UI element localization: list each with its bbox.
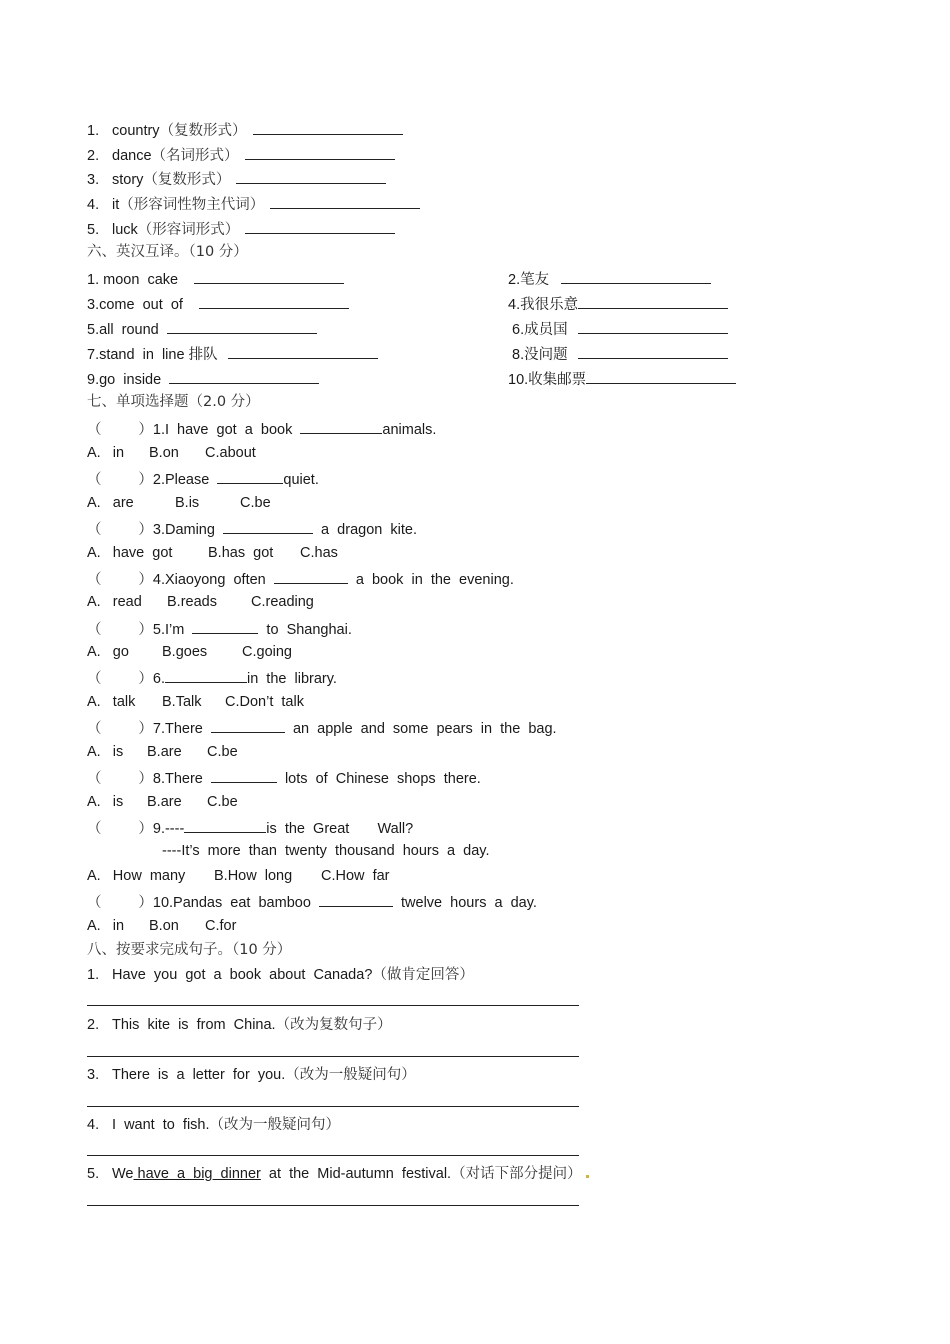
answer-blank[interactable]	[245, 219, 395, 234]
s5-item-5: 5. luck（形容词形式）	[87, 219, 395, 239]
s7-options-5: A. go B.goes C.going	[87, 644, 292, 660]
answer-paren[interactable]: （ ）	[87, 895, 153, 911]
answer-line-1[interactable]	[87, 1005, 579, 1006]
s7-answer-line-9: ----It’s more than twenty thousand hours a day.	[162, 843, 490, 859]
s5-item-3: 3. story（复数形式）	[87, 169, 386, 189]
mark-dot-icon	[586, 1175, 589, 1178]
answer-blank[interactable]	[561, 269, 711, 284]
answer-blank[interactable]	[169, 369, 319, 384]
s7-question-4: （ ）4.Xiaoyong often a book in the evening.	[87, 569, 514, 589]
answer-line-4[interactable]	[87, 1155, 579, 1156]
answer-paren[interactable]: （ ）	[87, 572, 153, 588]
answer-paren[interactable]: （ ）	[87, 472, 153, 488]
answer-blank[interactable]	[236, 169, 386, 184]
s7-options-9: A. How many B.How long C.How far	[87, 868, 390, 884]
answer-blank[interactable]	[274, 569, 348, 584]
s7-options-10: A. in B.on C.for	[87, 918, 237, 934]
s6-left-7: 7.stand in line 排队	[87, 344, 378, 364]
s7-options-8: A. is B.are C.be	[87, 794, 238, 810]
answer-paren[interactable]: （ ）	[87, 522, 153, 538]
s6-right-10: 10.收集邮票	[508, 369, 736, 389]
answer-blank[interactable]	[211, 768, 277, 783]
answer-blank[interactable]	[578, 319, 728, 334]
answer-paren[interactable]: （ ）	[87, 821, 153, 837]
answer-blank[interactable]	[167, 319, 317, 334]
section6-heading: 六、英汉互译。（10 分）	[87, 244, 248, 260]
s6-right-8: 8.没问题	[508, 344, 728, 364]
answer-blank[interactable]	[270, 194, 420, 209]
answer-blank[interactable]	[228, 344, 378, 359]
s7-question-8: （ ）8.There lots of Chinese shops there.	[87, 768, 481, 788]
answer-paren[interactable]: （ ）	[87, 422, 153, 438]
s5-item-1: 1. country（复数形式）	[87, 120, 403, 140]
answer-line-2[interactable]	[87, 1056, 579, 1057]
s8-item-5: 5. We have a big dinner at the Mid-autumn festival.（对话下部分提问）	[87, 1165, 589, 1183]
s6-left-5: 5.all round	[87, 319, 317, 339]
answer-paren[interactable]: （ ）	[87, 771, 153, 787]
answer-paren[interactable]: （ ）	[87, 721, 153, 737]
answer-blank[interactable]	[194, 269, 344, 284]
s7-question-6: （ ）6. in the library.	[87, 668, 337, 688]
s6-right-6: 6.成员国	[508, 319, 728, 339]
s7-question-5: （ ）5.I’m to Shanghai.	[87, 619, 352, 639]
answer-blank[interactable]	[245, 145, 395, 160]
s8-item-4: 4. I want to fish.（改为一般疑问句）	[87, 1117, 341, 1133]
answer-blank[interactable]	[217, 469, 283, 484]
section8-heading: 八、按要求完成句子。（10 分）	[87, 942, 292, 958]
s8-item-1: 1. Have you got a book about Canada?（做肯定回答）	[87, 967, 474, 983]
underlined-phrase: have a big dinner	[133, 1166, 261, 1182]
s7-question-2: （ ）2.Please quiet.	[87, 469, 319, 489]
s7-options-1: A. in B.on C.about	[87, 445, 256, 461]
s7-question-9: （ ）9.---- is the Great Wall?	[87, 818, 413, 838]
s6-right-4: 4.我很乐意	[508, 294, 728, 314]
s7-options-3: A. have got B.has got C.has	[87, 545, 338, 561]
answer-blank[interactable]	[586, 369, 736, 384]
answer-blank[interactable]	[578, 294, 728, 309]
answer-blank[interactable]	[300, 419, 382, 434]
s8-item-3: 3. There is a letter for you.（改为一般疑问句）	[87, 1067, 416, 1083]
answer-line-3[interactable]	[87, 1106, 579, 1107]
answer-blank[interactable]	[578, 344, 728, 359]
answer-blank[interactable]	[165, 668, 247, 683]
s7-options-2: A. are B.is C.be	[87, 495, 271, 511]
s6-left-9: 9.go inside	[87, 369, 319, 389]
s7-options-7: A. is B.are C.be	[87, 744, 238, 760]
s5-item-2: 2. dance（名词形式）	[87, 145, 395, 165]
answer-paren[interactable]: （ ）	[87, 622, 153, 638]
s5-item-4: 4. it（形容词性物主代词）	[87, 194, 420, 214]
answer-blank[interactable]	[199, 294, 349, 309]
s6-right-2: 2.笔友	[508, 269, 711, 289]
s7-options-6: A. talk B.Talk C.Don’t talk	[87, 694, 304, 710]
answer-blank[interactable]	[211, 718, 285, 733]
s7-question-7: （ ）7.There an apple and some pears in the bag.	[87, 718, 557, 738]
section7-heading: 七、单项选择题（2.0 分）	[87, 394, 260, 410]
s6-left-1: 1. moon cake	[87, 269, 344, 289]
answer-blank[interactable]	[319, 892, 393, 907]
answer-paren[interactable]: （ ）	[87, 671, 153, 687]
s7-question-3: （ ）3.Daming a dragon kite.	[87, 519, 417, 539]
s8-item-2: 2. This kite is from China.（改为复数句子）	[87, 1017, 392, 1033]
s6-left-3: 3.come out of	[87, 294, 349, 314]
answer-line-5[interactable]	[87, 1205, 579, 1206]
s7-question-10: （ ）10.Pandas eat bamboo twelve hours a day.	[87, 892, 537, 912]
s7-question-1: （ ）1.I have got a book animals.	[87, 419, 436, 439]
answer-blank[interactable]	[184, 818, 266, 833]
answer-blank[interactable]	[223, 519, 313, 534]
answer-blank[interactable]	[253, 120, 403, 135]
s7-options-4: A. read B.reads C.reading	[87, 594, 314, 610]
answer-blank[interactable]	[192, 619, 258, 634]
